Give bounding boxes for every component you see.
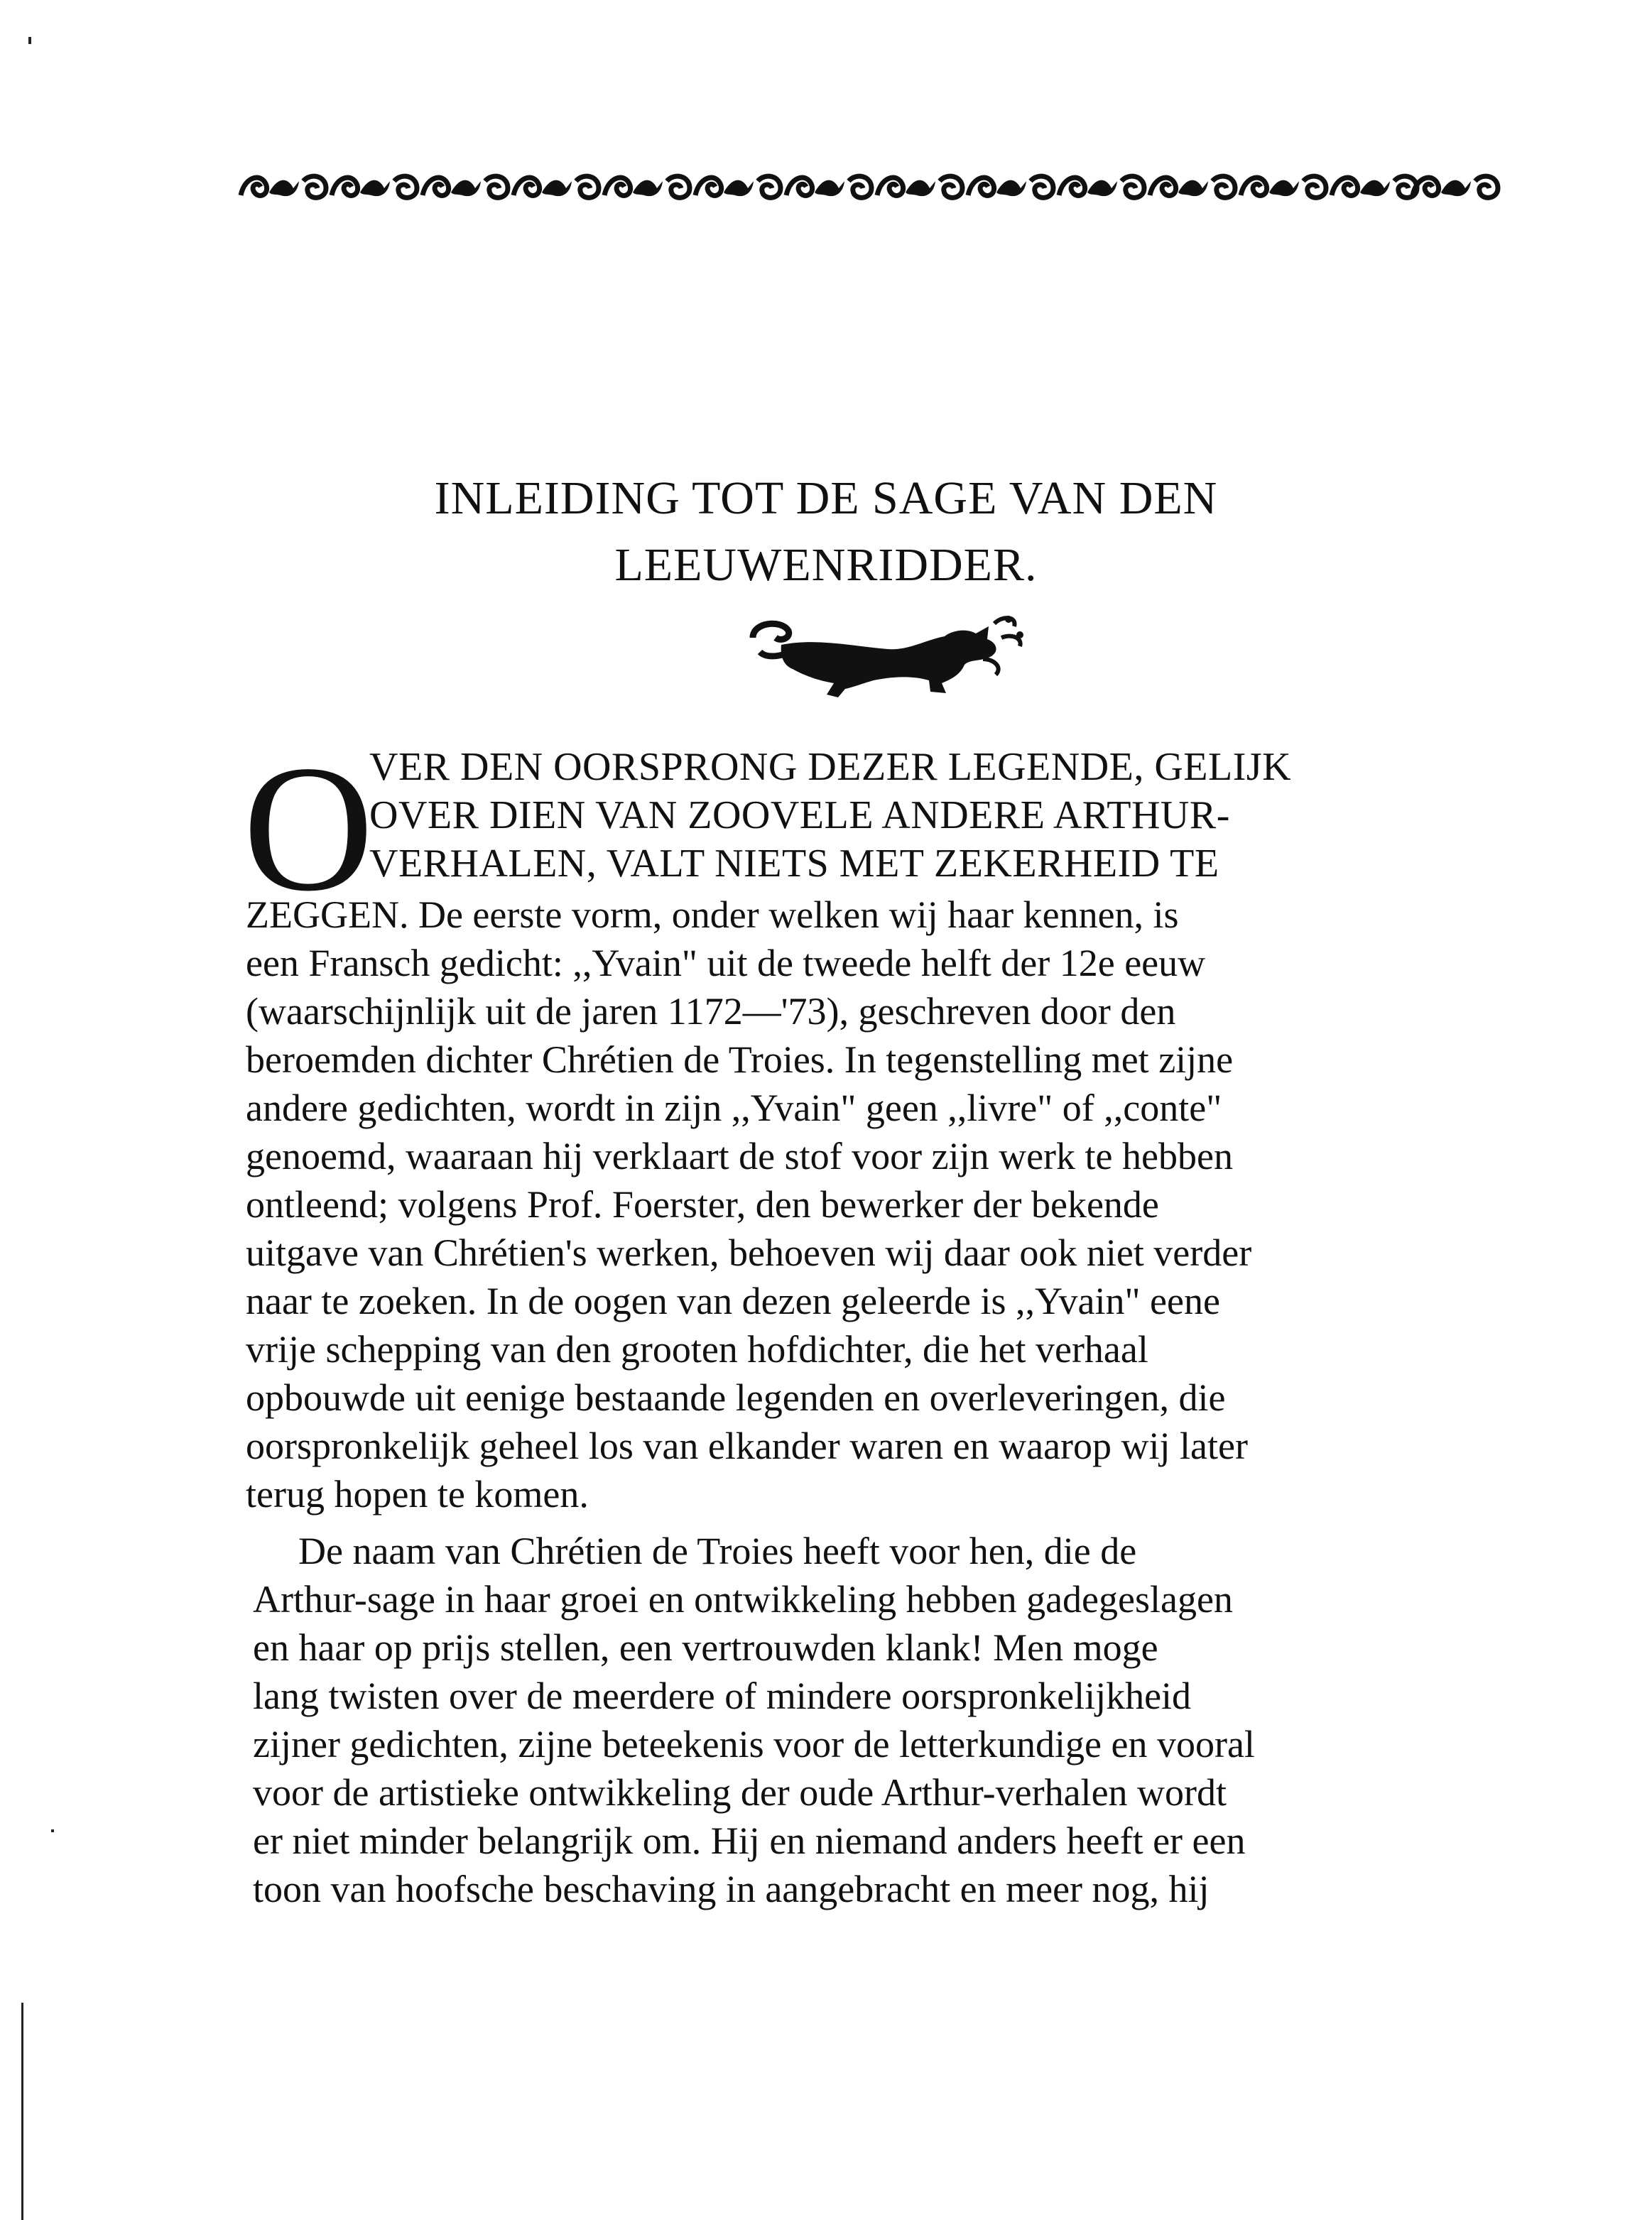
text-line: oorspronkelijk geheel los van elkander waren en waarop wij later [246,1425,1248,1467]
scan-speck [51,1829,54,1832]
text-line: (waarschijnlijk uit de jaren 1172—'73), geschreven door den [246,990,1176,1033]
lion-vignette-icon [739,609,1030,698]
text-line: terug hopen te komen. [246,1473,589,1516]
text-line: beroemden dichter Chrétien de Troies. In tegenstelling met zijne [246,1038,1234,1081]
chapter-title-line-1: INLEIDING TOT DE SAGE VAN DEN [434,472,1218,524]
text-line: VERHALEN, VALT NIETS MET ZEKERHEID TE [369,842,1219,886]
chapter-title [213,465,1439,599]
text-line: naar te zoeken. In de oogen van dezen geleerde is ,,Yvain" eene [246,1280,1220,1322]
text-line: een Fransch gedicht: ,,Yvain" uit de tweede helft der 12e eeuw [246,942,1206,984]
text-line: toon van hoofsche beschaving in aangebracht en meer nog, hij [253,1868,1210,1910]
scan-speck [28,37,31,44]
scan-edge-line [21,2003,23,2220]
text-line: genoemd, waaraan hij verklaart de stof voor zijn werk te hebben [246,1135,1233,1177]
text-line: lang twisten over de meerdere of mindere oorspronkelijkheid [253,1675,1192,1717]
text-line: Arthur-sage in haar groei en ontwikkeling hebben gadegeslagen [253,1578,1233,1621]
text-line: voor de artistieke ontwikkeling der oude Arthur-verhalen wordt [253,1771,1227,1814]
ornamental-border-icon [238,167,1502,207]
text-line: er niet minder belangrijk om. Hij en niemand anders heeft er een [253,1819,1246,1862]
chapter-title-line-2: LEEUWENRIDDER. [614,539,1038,591]
text-line: ontleend; volgens Prof. Foerster, den bewerker der bekende [246,1183,1159,1226]
text-line: en haar op prijs stellen, een vertrouwden klank! Men moge [253,1626,1158,1669]
text-line: andere gedichten, wordt in zijn ,,Yvain" geen ,,livre" of ,,conte" [246,1087,1222,1129]
text-line: De naam van Chrétien de Troies heeft voor hen, die de [298,1530,1137,1572]
text-line: uitgave van Chrétien's werken, behoeven wij daar ook niet verder [246,1231,1252,1274]
text-line: opbouwde uit eenige bestaande legenden en overleveringen, die [246,1376,1226,1419]
text-line: zijner gedichten, zijne beteekenis voor de letterkundige en vooral [253,1723,1255,1765]
text-line: ZEGGEN. De eerste vorm, onder welken wij haar kennen, is [246,893,1179,936]
text-line: OVER DIEN VAN ZOOVELE ANDERE ARTHUR- [369,793,1230,837]
drop-cap: O [243,729,374,929]
text-line: vrije schepping van den grooten hofdichter, die het verhaal [246,1328,1148,1371]
text-line: VER DEN OORSPRONG DEZER LEGENDE, GELIJK [369,745,1292,789]
